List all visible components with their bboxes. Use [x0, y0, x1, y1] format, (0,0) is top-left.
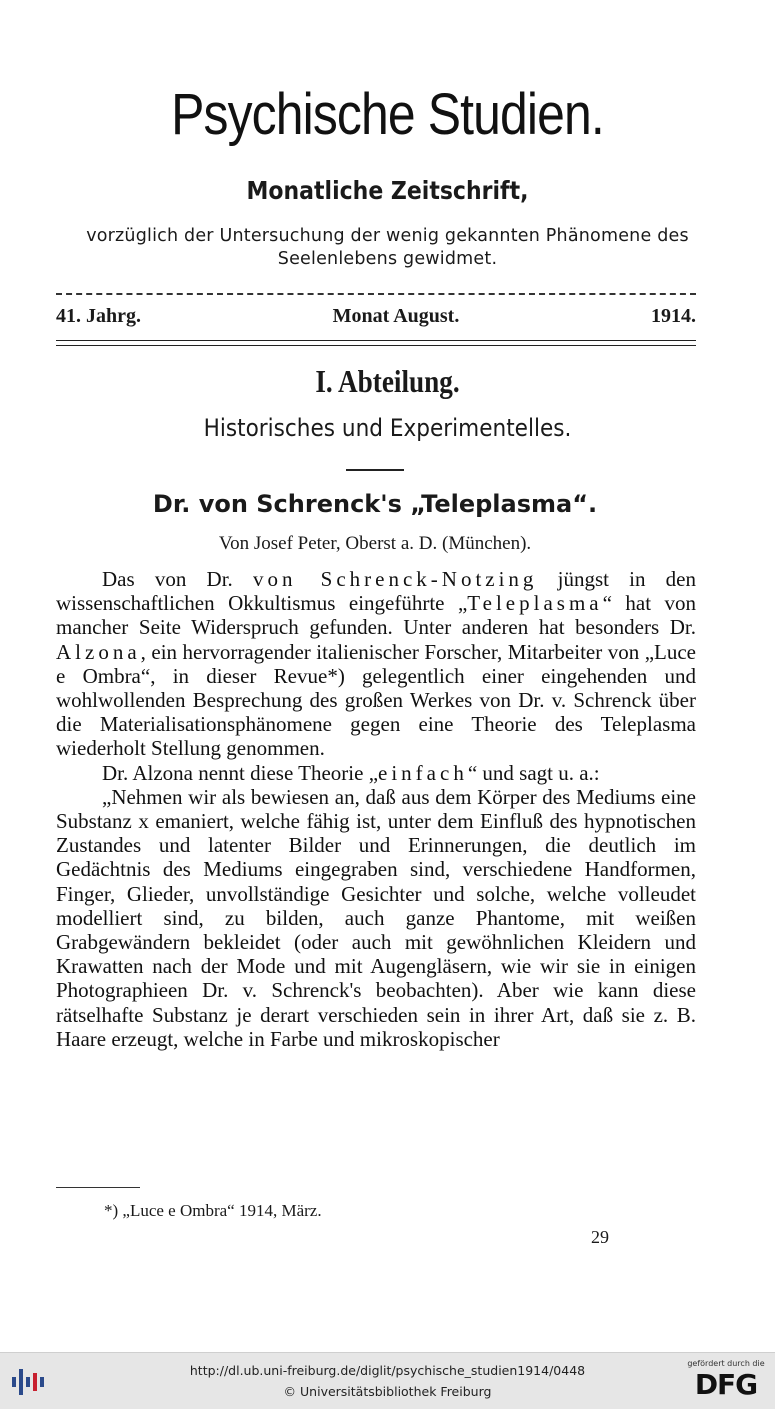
article-body [56, 567, 696, 1051]
double-rule-bottom [56, 345, 696, 346]
footnote-rule [56, 1187, 140, 1188]
footnote: *) „Luce e Ombra“ 1914, März. [104, 1201, 322, 1220]
spaced-name: von Schrenck-Notzing [252, 567, 538, 591]
source-url-link[interactable]: http://dl.ub.uni-freiburg.de/diglit/psychische_studien1914/0448 [189, 1363, 586, 1378]
section-title: I. Abteilung. [315, 363, 460, 399]
dfg-caption: gefördert durch die [687, 1359, 765, 1368]
page-number: 29 [591, 1227, 609, 1247]
section-subtitle: Historisches und Experimentelles. [203, 414, 572, 442]
journal-title: Psychische Studien. [171, 82, 604, 147]
journal-description: vorzüglich der Untersuchung der wenig gekannten Phänomene des Seelenlebens gewidmet. [86, 226, 689, 269]
dfg-logo-icon: DFG [694, 1368, 758, 1401]
article-title: Dr. von Schrenck's „Teleplasma“. [152, 490, 598, 518]
paragraph-2: Dr. Alzona nennt diese Theorie „einfach“ und sagt u. a.: [102, 760, 600, 785]
spaced-name: Alzona [56, 639, 141, 664]
spaced-term: einfach [378, 760, 468, 785]
viewer-footer [0, 1352, 775, 1409]
volume-label: 41. Jahrg. [56, 305, 141, 327]
month-label: Monat August. [332, 305, 460, 327]
year-label: 1914. [650, 305, 696, 327]
dashed-rule [56, 293, 696, 295]
dfg-funding-badge [685, 1359, 767, 1405]
article-byline: Von Josef Peter, Oberst a. D. (München). [218, 533, 532, 554]
double-rule-top [56, 340, 696, 341]
section-divider [346, 469, 404, 471]
issue-line [56, 303, 696, 329]
copyright-notice: © Universitätsbibliothek Freiburg [283, 1384, 492, 1399]
journal-subtitle: Monatliche Zeitschrift, [246, 176, 529, 205]
paragraph-3: „Nehmen wir als bewiesen an, daß aus dem Körper des Mediums eine Substanz x emaniert, welche fähig ist, unter dem Einfluß des hypnotischen Zustandes und latenter Bilder und Erinnerungen, die deutlich im Gedächtnis des Mediums eingegraben sind, verschiedene Handformen, Finger, Glieder, unvollständige Gesichter und solche, welche volleudet modelliert sind, zu bilden, auch ganze Phantome, mit weißen Grabgewändern bekleidet (oder auch mit gewöhnlichen Kleidern und Krawatten nach der Mode und mit Augengläsern, wie wir sie in einigen Photographieen Dr. v. Schrenck's beobachten). Aber wie kann diese rätselhafte Substanz je derart verschieden sein in ihrer Art, daß sie z. B. Haare erzeugt, welche in Farbe und mikroskopischer [56, 784, 696, 1051]
spaced-term: Teleplasma [467, 591, 603, 616]
paragraph-1: Das von Dr. von Schrenck-Notzing jüngst in den wissenschaftlichen Okkultismus eingeführte „Teleplasma“ hat von mancher Seite Widerspruch gefunden. Unter anderen hat besonders Dr. Alzona, ein hervorragender italienischer Forscher, Mitarbeiter von „Luce e Ombra“, in dieser Revue*) gelegentlich einer eingehenden und wohlwollenden Besprechung des großen Werkes von Dr. v. Schrenck über die Materialisationsphänomene gegen eine Theorie des Teleplasma wiederholt Stellung genommen. [56, 567, 696, 761]
